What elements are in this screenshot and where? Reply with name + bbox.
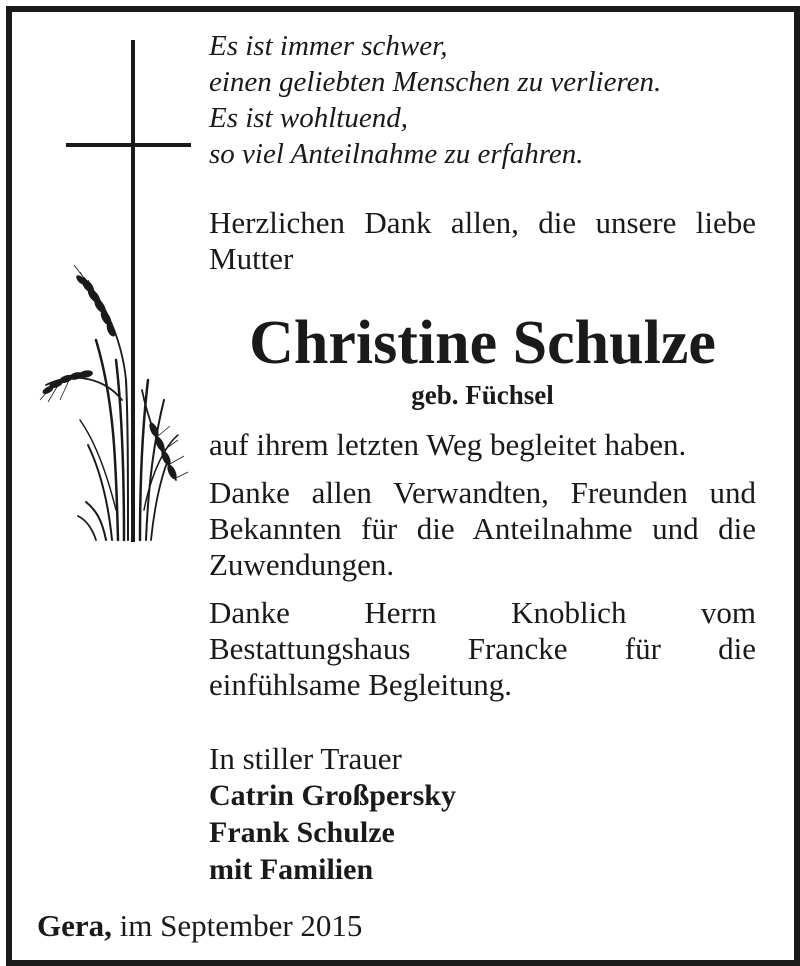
deceased-name: Christine Schulze: [249, 309, 716, 377]
birth-name: geb. Füchsel: [411, 380, 554, 410]
thanks-undertaker-text: Danke Herrn Knoblich vom Bestattungshaus Francke für die einfühlsame Begleitung.: [209, 595, 756, 702]
mourner-name: Catrin Großpersky: [209, 779, 456, 812]
verse: [209, 28, 769, 172]
mourner-name: Frank Schulze: [209, 816, 395, 849]
date: im September 2015: [119, 908, 363, 943]
mourning-block: [209, 740, 609, 888]
mourner-name: mit Familien: [209, 853, 374, 886]
verse-line: Es ist immer schwer,: [209, 30, 448, 62]
mourning-intro: In stiller Trauer: [209, 741, 402, 776]
thanks-intro: Herzlichen Dank allen, die unsere liebe Mutter: [209, 205, 756, 276]
thanks-relatives-text: Danke allen Verwandten, Freunden und Bekannten für die Anteilnahme und die Zuwendungen.: [209, 475, 756, 582]
cross-with-wheat-icon: [36, 40, 196, 545]
place-date: [37, 908, 362, 944]
verse-line: einen geliebten Menschen zu verlieren.: [209, 66, 662, 98]
city: Gera,: [37, 908, 112, 943]
verse-line: so viel Anteilnahme zu erfahren.: [209, 138, 584, 170]
last-way-text: auf ihrem letzten Weg begleitet haben.: [209, 427, 687, 462]
verse-line: Es ist wohltuend,: [209, 102, 408, 134]
